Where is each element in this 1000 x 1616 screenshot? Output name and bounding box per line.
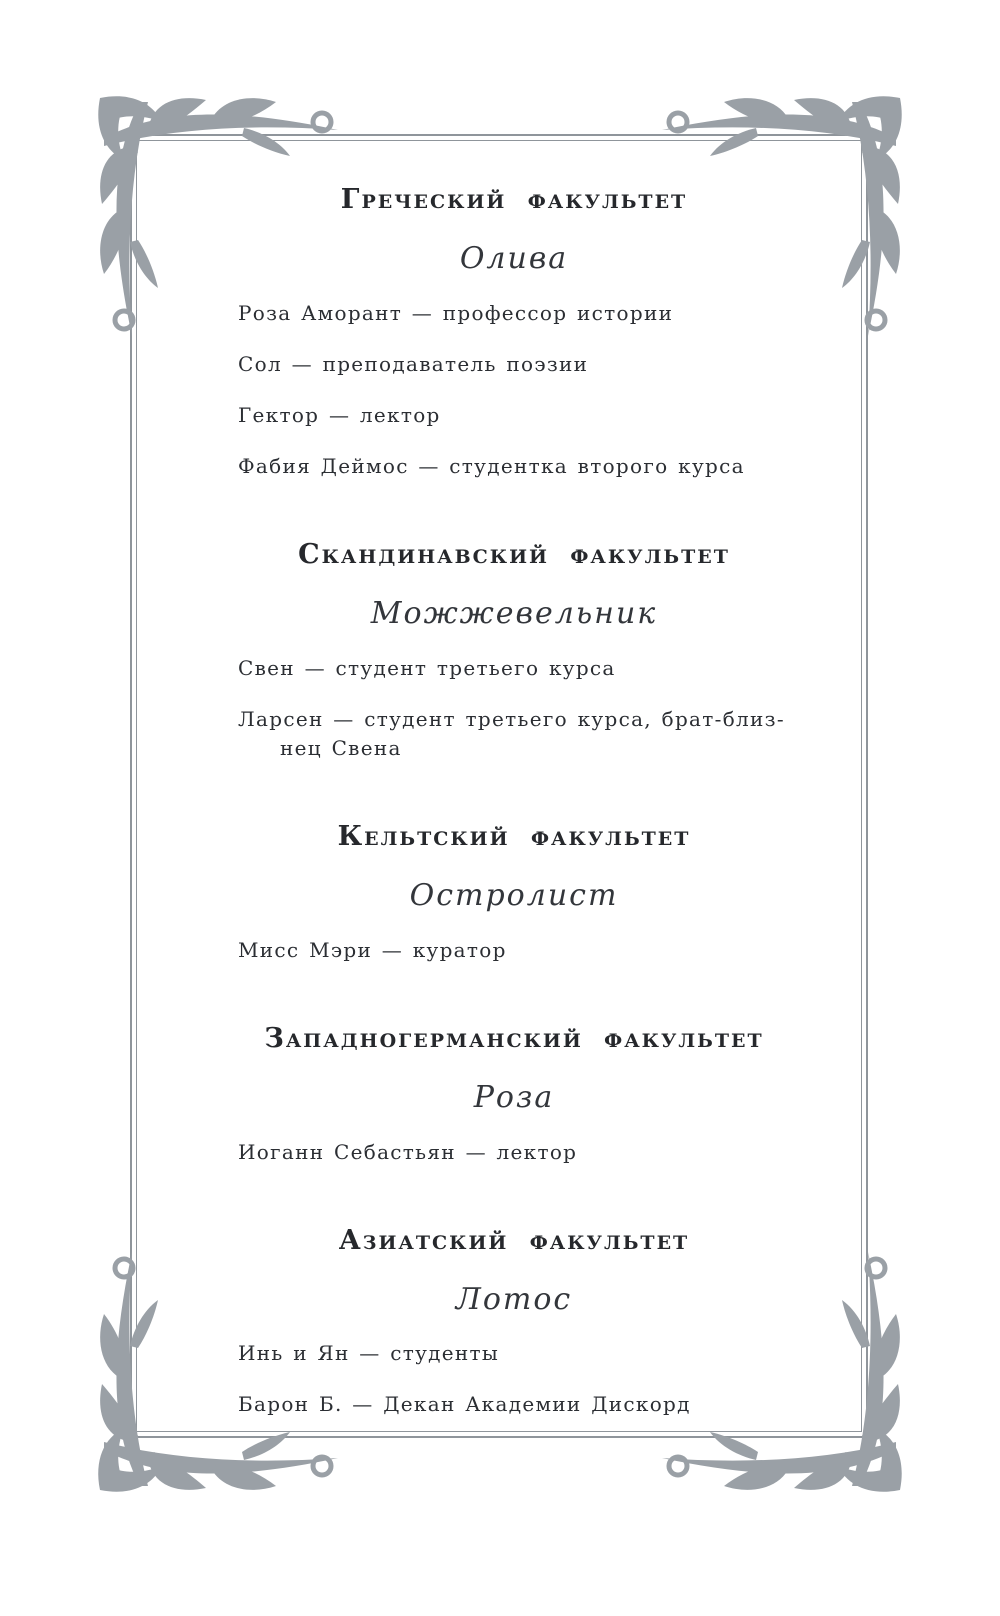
section-subtitle: Можжевельник	[370, 596, 658, 632]
section-subtitle: Роза	[473, 1080, 555, 1116]
entry: Барон Б. — Декан Академии Дискорд	[238, 1392, 691, 1417]
entry: Свен — студент третьего курса	[238, 655, 616, 680]
section-heading: Скандинавский факультет	[298, 538, 730, 570]
section-heading: Кельтский факультет	[337, 820, 691, 852]
entry: Мисс Мэри — куратор	[238, 937, 507, 962]
entry: Роза Аморант — профессор истории	[238, 300, 674, 325]
entry: Сол — преподаватель поэзии	[238, 351, 589, 376]
page-content	[130, 134, 868, 1438]
faculty-section-scandinavian	[238, 539, 790, 763]
entry: Инь и Ян — студенты	[238, 1341, 500, 1366]
entry: Ларсен — студент третьего курса, брат-близнец Свена	[238, 706, 784, 760]
faculty-section-celtic	[238, 821, 790, 965]
faculty-section-west-germanic	[238, 1023, 790, 1167]
section-heading: Азиатский факультет	[338, 1224, 690, 1256]
section-heading: Западногерманский факультет	[264, 1022, 764, 1054]
section-subtitle: Лотос	[455, 1281, 573, 1317]
faculty-section-asian	[238, 1225, 790, 1420]
section-subtitle: Олива	[459, 241, 569, 277]
entry: Иоганн Себастьян — лектор	[238, 1139, 578, 1164]
faculty-section-greek	[238, 184, 790, 481]
entry: Фабия Деймос — студентка второго курса	[238, 453, 745, 478]
entry: Гектор — лектор	[238, 402, 441, 427]
section-heading: Греческий факультет	[340, 184, 688, 215]
section-subtitle: Остролист	[409, 878, 619, 914]
